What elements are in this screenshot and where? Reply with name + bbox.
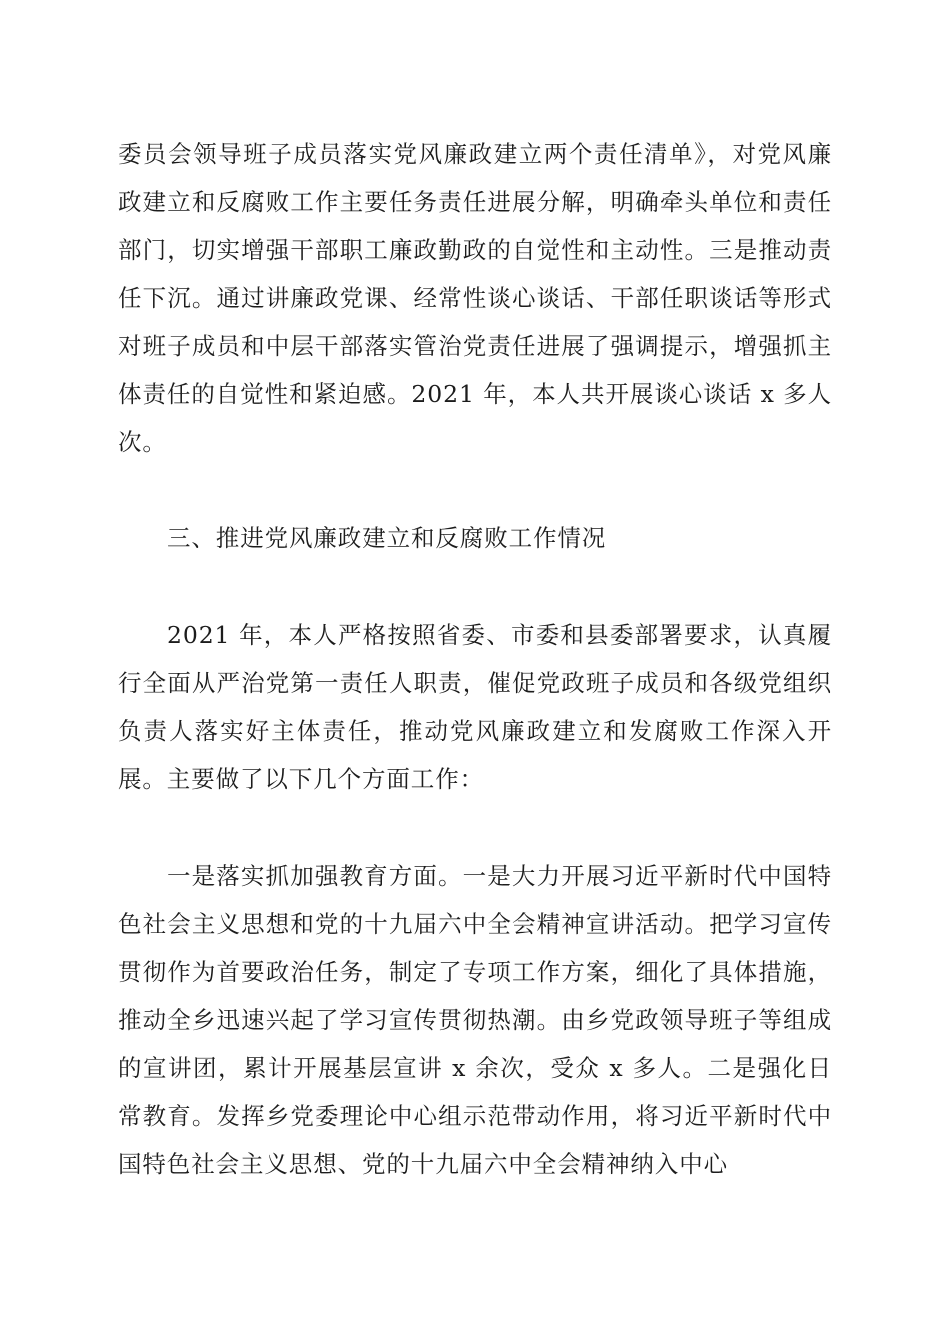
- section-heading: 三、推进党风廉政建立和反腐败工作情况: [167, 524, 607, 552]
- paragraph-continued: 委员会领导班子成员落实党风廉政建立两个责任清单》，对党风廉政建立和反腐败工作主要任务责任进展分解，明确牵头单位和责任部门，切实增强干部职工廉政勤政的自觉性和主动性。三是推动责任下沉。通过讲廉政党课、经常性谈心谈话、干部任职谈话等形式对班子成员和中层干部落实管治党责任进展了强调提示，增强抓主体责任的自觉性和紧迫感。2021 年，本人共开展谈心谈话 x 多人次。: [118, 140, 832, 456]
- paragraph-summary: 2021 年，本人严格按照省委、市委和县委部署要求，认真履行全面从严治党第一责任人职责，催促党政班子成员和各级党组织负责人落实好主体责任，推动党风廉政建立和发腐败工作深入开展。主要做了以下几个方面工作：: [118, 621, 832, 793]
- paragraph-education: 一是落实抓加强教育方面。一是大力开展习近平新时代中国特色社会主义思想和党的十九届六中全会精神宣讲活动。把学习宣传贯彻作为首要政治任务，制定了专项工作方案，细化了具体措施，推动全乡迅速兴起了学习宣传贯彻热潮。由乡党政领导班子等组成的宣讲团，累计开展基层宣讲 x 余次，受众 x 多人。二是强化日常教育。发挥乡党委理论中心组示范带动作用，将习近平新时代中国特色社会主义思想、党的十九届六中全会精神纳入中心: [118, 862, 832, 1178]
